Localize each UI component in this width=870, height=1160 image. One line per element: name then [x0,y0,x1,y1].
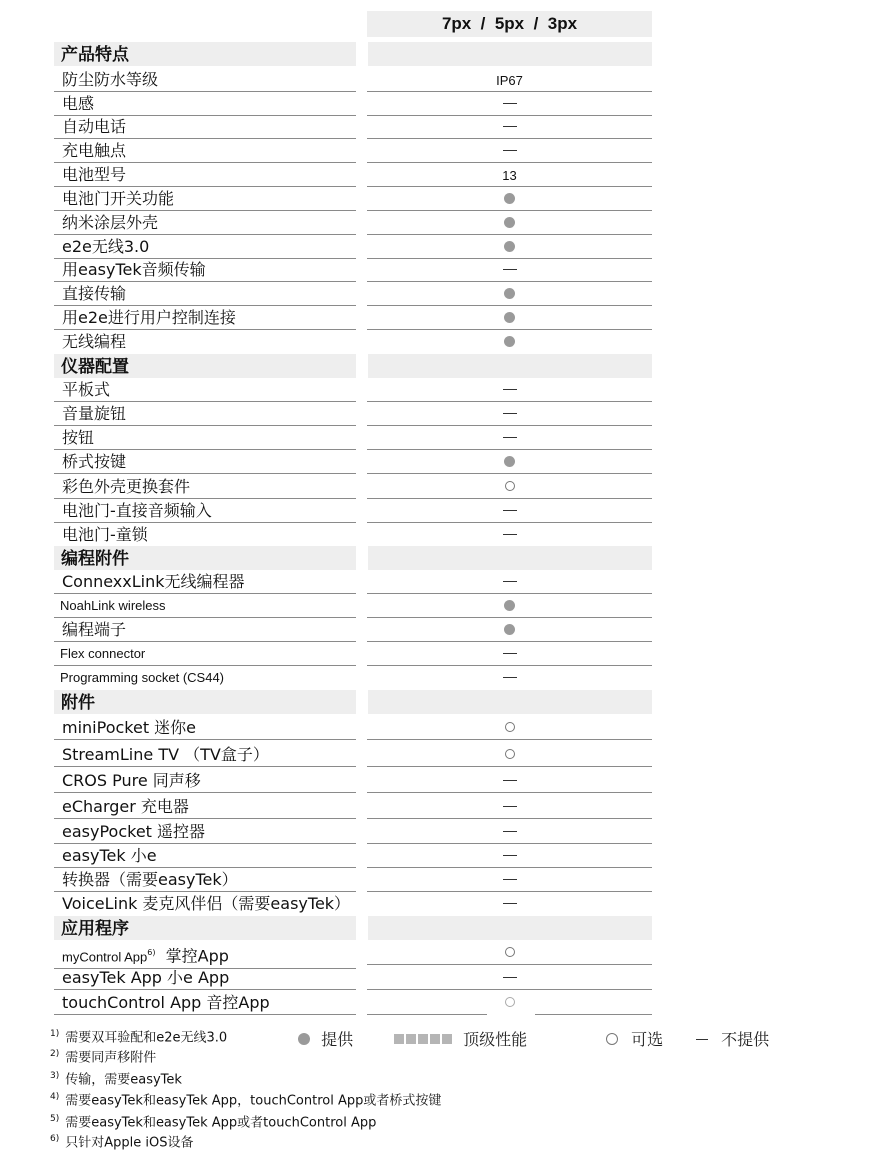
row-label: miniPocket 迷你e [54,717,356,740]
not-provided-dash-icon [503,389,517,390]
not-provided-dash-icon [503,510,517,511]
row-value [367,845,652,868]
row-value [367,116,652,139]
row-label: ConnexxLink无线编程器 [54,571,356,594]
provided-dot-icon [504,217,515,228]
section-header-value-band [368,916,652,940]
row-label: easyTek App 小e App [54,967,356,990]
row-label: e2e无线3.0 [54,236,356,259]
row-value [367,942,652,965]
row-label: 无线编程 [62,332,127,351]
not-provided-dash-icon [503,879,517,880]
legend-not-provided: 不提供 [696,1030,769,1050]
footnote-5: $^{5)}$ 需要easyTek和easyTek App或者touchControl App [50,1114,377,1131]
not-provided-dash-icon [503,780,517,781]
provided-dot-icon [504,288,515,299]
row-label: 防尘防水等级 [54,69,356,92]
row-value [367,770,652,793]
row-value [367,93,652,116]
row-label: easyTek 小e [54,845,356,868]
section-header-accessories: 附件 [54,690,356,714]
not-provided-dash-icon [503,831,517,832]
row-value [367,212,652,235]
not-provided-dash-icon [503,806,517,807]
section-header-value-band [368,546,652,570]
row-value [367,307,652,330]
section-header-device-config: 仪器配置 [54,354,356,378]
value-text: IP67 [496,73,523,88]
row-value [367,643,652,666]
row-value [367,140,652,163]
row-label: 电池门-直接音频输入 [54,500,356,523]
optional-circle-icon [505,947,515,957]
not-provided-dash-icon [503,977,517,978]
row-label: 按钮 [54,427,356,450]
row-value [367,717,652,740]
row-label: 电池型号 [54,164,356,187]
provided-dot-icon [504,336,515,347]
row-label: 平板式 [54,379,356,402]
footnote-ref: 6) [147,948,156,957]
row-value [367,619,652,642]
footnote-3: $^{3)}$ 传输，需要easyTek [50,1071,182,1088]
not-provided-dash-icon [503,855,517,856]
row-label: StreamLine TV （TV盒子） [54,744,356,767]
section-header-value-band [368,354,652,378]
row-label: 彩色外壳更换套件 [54,476,356,499]
row-label: 电池门-童锁 [62,525,148,544]
section-header-value-band [368,42,652,66]
row-value [367,283,652,306]
legend-optional: 可选 [606,1030,663,1050]
row-label: 用easyTek音频传输 [54,259,356,282]
row-label: 自动电话 [54,116,356,139]
optional-circle-icon [505,997,515,1007]
section-header-programming-accessories: 编程附件 [54,546,356,570]
footnote-4: $^{4)}$ 需要easyTek和easyTek App，touchControl App或者桥式按键 [50,1092,442,1109]
row-label: touchControl App 音控App [54,992,356,1015]
top-performance-squares-icon [394,1030,454,1049]
row-value [367,500,652,523]
row-value [367,451,652,474]
row-label: 用e2e进行用户控制连接 [54,307,356,330]
optional-circle-icon [606,1033,618,1045]
app-name-cn: 掌控App [165,946,229,966]
row-value [367,967,652,990]
app-name: myControl App [62,949,148,965]
not-provided-dash-icon [503,150,517,151]
not-provided-dash-icon [503,437,517,438]
not-provided-dash-icon [503,903,517,904]
row-value [367,992,652,1015]
not-provided-dash-icon [503,126,517,127]
row-label: 电感 [54,93,356,116]
row-value [367,571,652,594]
row-value [367,69,652,92]
row-label [54,942,356,969]
row-value [367,164,652,187]
footnote-2: $^{2)}$ 需要同声移附件 [50,1049,157,1066]
section-header-value-band [368,690,652,714]
row-label: 电池门开关功能 [54,188,356,211]
row-value [367,259,652,282]
not-provided-dash-icon [503,677,517,678]
not-provided-dash-icon [503,534,517,535]
row-value [367,744,652,767]
row-label: 转换器（需要easyTek） [54,869,356,892]
row-value [367,379,652,402]
section-header-product-features: 产品特点 [54,42,356,66]
row-label: 音量旋钮 [54,403,356,426]
optional-circle-icon [505,749,515,759]
row-value [367,476,652,499]
footnote-1: $^{1)}$ 需要双耳验配和e2e无线3.0 [50,1029,228,1046]
row-value [367,427,652,450]
provided-dot-icon [504,600,515,611]
not-provided-dash-icon [503,269,517,270]
row-value [367,869,652,892]
row-label: 充电触点 [54,140,356,163]
not-provided-dash-icon [503,413,517,414]
row-value [367,188,652,211]
row-divider [367,1014,487,1015]
provided-dot-icon [504,241,515,252]
provided-dot-icon [504,312,515,323]
footnote-6: $^{6)}$ 只针对Apple iOS设备 [50,1134,194,1151]
row-label: 直接传输 [54,283,356,306]
provided-dot-icon [504,456,515,467]
row-value [367,331,652,353]
row-value [367,821,652,844]
legend-top-performance: 顶级性能 [394,1030,527,1050]
row-label: CROS Pure 同声移 [54,770,356,793]
value-text: 13 [502,168,517,183]
provided-dot-icon [298,1033,310,1045]
column-header: 7px / 5px / 3px [367,11,652,37]
row-label: Programming socket (CS44) [60,670,224,685]
legend-provided: 提供 [298,1030,353,1050]
row-label: easyPocket 遥控器 [54,821,356,844]
row-value [367,667,652,689]
row-label: 纳米涂层外壳 [54,212,356,235]
row-label: 编程端子 [54,619,356,642]
not-provided-dash-icon [696,1039,708,1040]
section-header-apps: 应用程序 [54,916,356,940]
not-provided-dash-icon [503,581,517,582]
row-value [367,796,652,819]
row-label: VoiceLink 麦克风伴侣（需要easyTek） [62,894,351,913]
row-label: Flex connector [54,643,356,666]
not-provided-dash-icon [503,103,517,104]
optional-circle-icon [505,722,515,732]
row-label: eCharger 充电器 [54,796,356,819]
row-label: NoahLink wireless [54,595,356,618]
provided-dot-icon [504,624,515,635]
provided-dot-icon [504,193,515,204]
row-value [367,595,652,618]
not-provided-dash-icon [503,653,517,654]
optional-circle-icon [505,481,515,491]
row-value [367,403,652,426]
row-value [367,893,652,915]
row-value [367,236,652,259]
row-value [367,524,652,546]
row-divider [535,1014,652,1015]
row-label: 桥式按键 [54,451,356,474]
